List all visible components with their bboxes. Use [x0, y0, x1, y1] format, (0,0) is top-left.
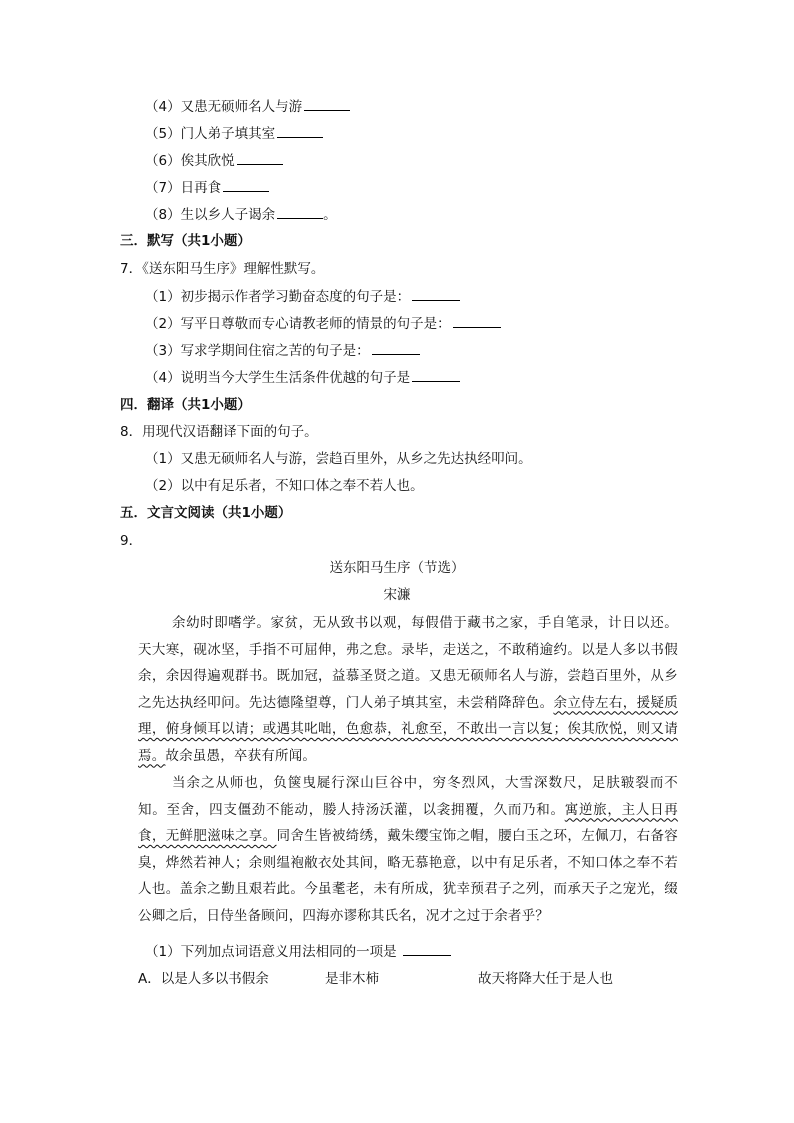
- underlined-sentence-2: 寓逆旅，主人日再食，无鲜肥滋味之享。: [138, 801, 679, 844]
- q6-item-4: （4）又患无硕师名人与游: [145, 96, 350, 117]
- q6-item-8: （8）生以乡人子谒余 。: [145, 204, 337, 225]
- q8-stem: 8．用现代汉语翻译下面的句子。: [120, 424, 318, 440]
- q9-number: 9．: [120, 533, 143, 549]
- section-5-heading: 五．文言文阅读（共1小题）: [120, 505, 292, 521]
- option-a-left: A．以是人多以书假余: [138, 971, 269, 987]
- q9-sub-1: （1）下列加点词语意义用法相同的一项是: [145, 941, 451, 962]
- passage-paragraph-1: 余幼时即嗜学。家贫，无从致书以观，每假借于藏书之家，手自笔录，计日以还。天大寒，砚冰坚，手指不可屈伸，弗之怠。录毕，走送之，不敢稍逾约。以是人多以书假余，余因得遍观群书。既加冠，益慕圣贤之道。又患无硕师名人与游，尝趋百里外，从乡之先达执经叩问。先达德隆望尊，门人弟子填其室，未尝稍降辞色。余立侍左右，援疑质理，俯身倾耳以请；或遇其叱咄，色愈恭，礼愈至，不敢出一言以复；俟其欣悦，则又请焉。故余虽愚，卒获有所闻。: [138, 615, 678, 764]
- passage-title: 送东阳马生序（节选）: [329, 560, 465, 576]
- section-4-heading: 四．翻译（共1小题）: [120, 397, 251, 413]
- q7-item-1: （1）初步揭示作者学习勤奋态度的句子是：: [145, 286, 460, 307]
- q6-item-5: （5）门人弟子填其室: [145, 123, 323, 144]
- underlined-sentence-1: 余立侍左右，援疑质理，俯身倾耳以请；或遇其叱咄，色愈恭，礼愈至，不敢出一言以复；俟其欣悦，则又请焉。: [138, 694, 678, 764]
- q7-item-2: （2）写平日尊敬而专心请教老师的情景的句子是：: [145, 313, 501, 334]
- passage-paragraph-2: 当余之从师也，负箧曳屣行深山巨谷中，穷冬烈风，大雪深数尺，足肤皲裂而不知。至舍，四支僵劲不能动，媵人持汤沃灌，以衾拥覆，久而乃和。寓逆旅，主人日再食，无鲜肥滋味之享。同舍生皆被绮绣，戴朱缨宝饰之帽，腰白玉之环，左佩刀，右备容臭，烨然若神人；余则缊袍敝衣处其间，略无慕艳意，以中有足乐者，不知口体之奉不若人也。盖余之勤且艰若此。今虽耄老，未有所成，犹幸预君子之列，而承天子之宠光，缀公卿之后，日侍坐备顾问，四海亦谬称其氏名，况才之过于余者乎？: [138, 775, 679, 924]
- option-a-right: 故天将降大任于是人也: [478, 971, 613, 987]
- q6-item-7: （7）日再食: [145, 177, 269, 198]
- option-a-middle: 是非木柿: [325, 971, 379, 987]
- q6-item-6: （6）俟其欣悦: [145, 150, 283, 171]
- q7-item-4: （4）说明当今大学生生活条件优越的句子是: [145, 367, 460, 388]
- q8-item-1: （1）又患无硕师名人与游，尝趋百里外，从乡之先达执经叩问。: [145, 451, 532, 467]
- passage-author: 宋濂: [383, 587, 411, 603]
- q7-item-3: （3）写求学期间住宿之苦的句子是：: [145, 340, 420, 361]
- q7-stem: 7．《送东阳马生序》理解性默写。: [120, 261, 325, 277]
- q8-item-2: （2）以中有足乐者，不知口体之奉不若人也。: [145, 478, 424, 494]
- section-3-heading: 三．默写（共1小题）: [120, 233, 251, 249]
